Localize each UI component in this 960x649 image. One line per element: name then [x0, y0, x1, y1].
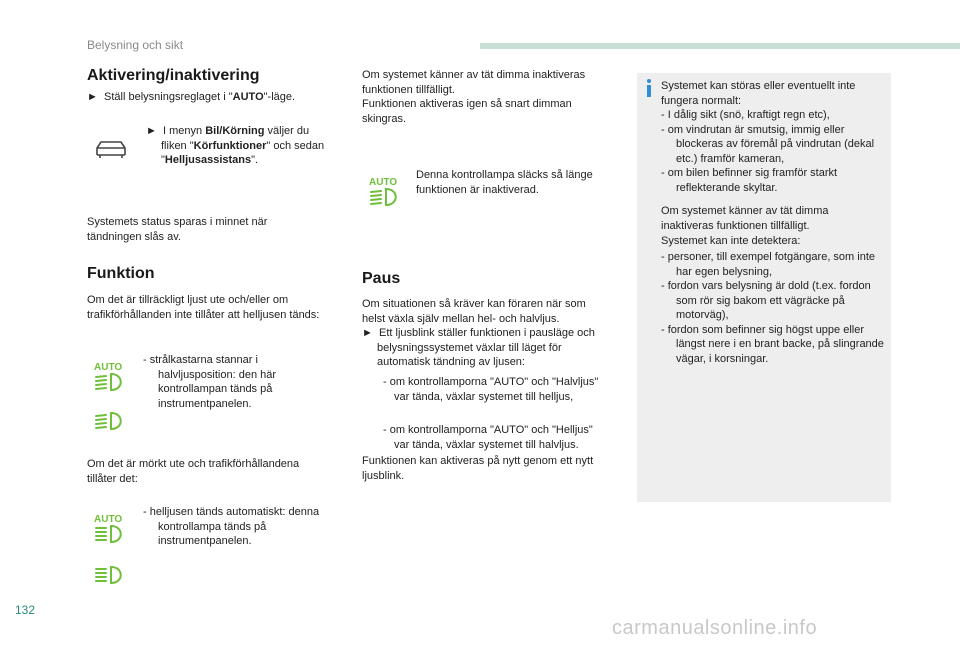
svg-text:AUTO: AUTO	[369, 177, 398, 188]
dash-highbeam: - helljusen tänds automatiskt: denna kontrollampa tänds på instrumentpanelen.	[143, 506, 320, 547]
info-icon	[645, 78, 653, 98]
fog-text: Om systemet känner av tät dimma inaktiveras funktionen tillfälligt. Funktionen aktiveras igen så snart dimman skingras.	[362, 69, 586, 125]
heading-activation: Aktivering/inaktivering	[87, 67, 260, 84]
info-list-item: - om bilen befinner sig framför starkt reflekterande skyltar.	[661, 167, 838, 194]
pause-dash2: - om kontrollamporna "AUTO" och "Helljus" var tända, växlar systemet till halvljus.	[383, 424, 593, 451]
auto-highbeam-icon	[93, 512, 129, 544]
info-list-item: - fordon vars belysning är dold (t.ex. fordon som rör sig bakom ett vägräcke på motorväg),	[661, 280, 871, 321]
info-list-2	[661, 250, 885, 366]
car-icon	[93, 136, 129, 160]
info-list-item: - fordon som befinner sig högst uppe eller längst nere i en brant backe, på slingrande vägar, i korsningar.	[661, 323, 884, 365]
info-list-1	[661, 108, 885, 195]
header-bar	[480, 43, 960, 49]
pause-end: Funktionen kan aktiveras på nytt genom ett nytt ljusblink.	[362, 455, 594, 482]
function-intro: Om det är tillräckligt ljust ute och/eller om trafikförhållanden inte tillåter att helljusen tänds:	[87, 294, 320, 321]
svg-text:AUTO: AUTO	[94, 514, 123, 525]
arrow-icon: ►	[146, 125, 157, 137]
auto-lowbeam-icon	[368, 175, 404, 207]
page-number: 132	[15, 603, 36, 617]
pause-dash1: - om kontrollamporna "AUTO" och "Halvljus" var tända, växlar systemet till helljus,	[383, 376, 599, 403]
highbeam-icon	[93, 564, 129, 586]
section-title: Belysning och sikt	[87, 38, 184, 52]
heading-pause: Paus	[362, 270, 401, 287]
heading-function: Funktion	[87, 265, 155, 282]
dash-lowbeam: - strålkastarna stannar i halvljusposition: den här kontrollampan tänds på instrumentpanelen.	[143, 354, 277, 410]
car-bullet: ► I menyn Bil/Körning väljer du fliken "Körfunktioner" och sedan "Helljusassistans".	[146, 125, 325, 166]
info-intro: Systemet kan störas eller eventuellt inte fungera normalt:	[661, 80, 856, 107]
watermark: carmanualsonline.info	[612, 617, 818, 639]
svg-text:AUTO: AUTO	[94, 362, 123, 373]
info-fog: Om systemet känner av tät dimma inaktiveras funktionen tillfälligt.	[661, 205, 829, 232]
arrow-icon: ►	[362, 327, 373, 339]
info-list-item: - om vindrutan är smutsig, immig eller blockeras av föremål på vindrutan (dekal etc.) framför kameran,	[661, 123, 875, 165]
dark-intro: Om det är mörkt ute och trafikförhållandena tillåter det:	[87, 458, 300, 485]
bullet-auto: ► Ställ belysningsreglaget i "AUTO"-läge.	[87, 91, 296, 103]
auto-lowbeam-icon	[93, 360, 129, 392]
info-cannot: Systemet kan inte detektera:	[661, 235, 801, 247]
info-list-item: - I dålig sikt (snö, kraftigt regn etc),	[661, 109, 830, 121]
info-list-item: - personer, till exempel fotgängare, som inte har egen belysning,	[661, 251, 876, 278]
arrow-icon: ►	[87, 91, 98, 103]
status-text: Systemets status sparas i minnet när tändningen slås av.	[87, 216, 268, 243]
pause-bullet: ► Ett ljusblink ställer funktionen i pausläge och belysningssystemet växlar till läget för automatisk tändning av ljusen:	[362, 327, 595, 368]
lowbeam-icon	[93, 410, 129, 432]
lamp-text: Denna kontrollampa släcks så länge funktionen är inaktiverad.	[416, 169, 593, 196]
pause-intro: Om situationen så kräver kan föraren när som helst växla själv mellan hel- och halvljus.	[362, 298, 586, 325]
